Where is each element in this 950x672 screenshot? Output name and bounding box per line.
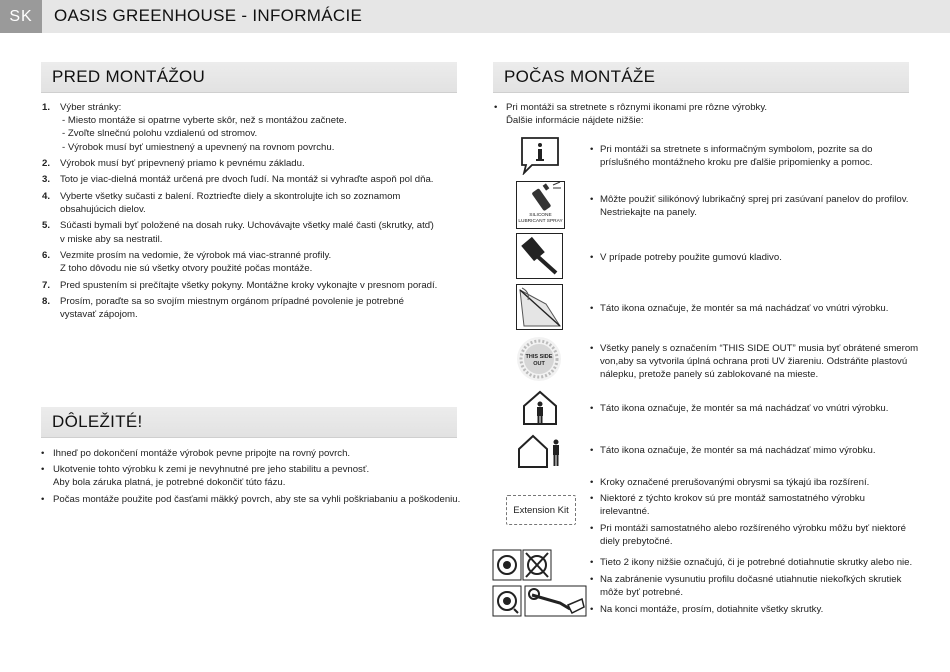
step-item: 2. Výrobok musí byť pripevnený priamo k pevnému základu. [42,158,305,169]
step-item: 6. Vezmite prosím na vedomie, že výrobok má viac-stranné profily. Z toho dôvodu nie sú všetky otvory použité počas montáže. [42,249,332,275]
inside-corner-icon [516,284,563,330]
step-item: 5. Súčasti bymali byť položené na dosah ruky. Uchovávajte všetky malé časti (skrutky, atď) v miske aby sa nestratil. [42,220,434,245]
top-bar [0,0,950,33]
important-list-wrap [41,447,461,509]
silicone-spray-icon: SILICONE LUBRICANT SPRAY [516,181,565,229]
extension-row: • Niektoré z týchto krokov sú pre montáž samostatného výrobku irelevantné. [590,493,866,518]
step-item: 3. Toto je viac-dielná montáž určená pre dvoch ľudí. Na montáž si vyhraďte aspoň pol dňa. [42,174,434,186]
section-header-important [41,407,457,438]
tighten-screw-icon [492,549,552,583]
inside-house-row: • Táto ikona označuje, že montér sa má nachádzať vo vnútri výrobku. [590,403,889,414]
this-side-out-icon [516,336,562,382]
extension-row: • Kroky označené prerušovanými obrysmi sa týkajú iba rozšírení. [590,477,870,488]
language-badge: SK [0,0,42,33]
person-inside-house-icon [520,390,560,426]
section-title: PRED MONTÁŽOU [52,67,206,86]
svg-text:OUT: OUT [533,361,545,367]
list-item: • Ukotvenie tohto výrobku k zemi je nevyhnutné pre jeho stabilitu a pevnosť. Aby bola záruka platná, je potrebné dokončiť túto fázu. [41,463,461,489]
spanner-screw-icon [492,585,588,617]
intro-text [494,101,914,130]
extension-kit-box: Extension Kit [506,495,576,525]
mallet-row: • V prípade potreby použite gumovú kladivo. [590,252,782,263]
important-list [41,447,461,506]
section-title: DÔLEŽITÉ! [52,412,143,431]
svg-text:THIS SIDE: THIS SIDE [525,354,553,360]
step-item: 8. Prosím, poraďte sa so svojím miestnym orgánom prípadné povolenie je potrebné vystavať zápojom. [42,295,404,321]
outside-house-row: • Táto ikona označuje, že montér sa má nachádzať mimo výrobku. [590,445,876,456]
screw-row: • Tieto 2 ikony nižšie označujú, či je potrebné dotiahnutie skrutky alebo nie. [590,557,913,568]
steps-list [42,101,452,325]
info-row: • Pri montáži sa stretnete s informačným symbolom, pozrite sa do príslušného montážneho kroku pre ďalšie pripomienky a pomoc. [590,144,873,169]
spray-row: • Môžte použiť silikónový lubrikačný sprej pri zasúvaní panelov do profilov. Nestriekajte na panely. [590,194,909,219]
rubber-mallet-icon [516,233,563,279]
list-item: • Pri montáži sa stretnete s rôznymi ikonami pre rôzne výrobky. Ďalšie informácie nájdete nižšie: [494,101,914,127]
inside-row: • Táto ikona označuje, že montér sa má nachádzať vo vnútri výrobku. [590,303,889,314]
this-side-out-row: • Všetky panely s označením “THIS SIDE OUT” musia byť obrátené smerom von,aby sa vytvorila úplná ochrana proti UV žiareniu. Odstráňte plastovú nálepku, pretože panely sú zablokované na mieste. [590,343,919,381]
section-header-during-assembly [493,62,909,93]
list-item: • Počas montáže použite pod časťami mäkký povrch, aby ste sa vyhli poškriabaniu a poškodeniu. [41,493,461,506]
page-title: OASIS GREENHOUSE - INFORMÁCIE [54,6,363,25]
step-item: 1. Výber stránky: - Miesto montáže si opatrne vyberte skôr, než s montážou začnete. - Zvoľte slnečnú polohu vzdialenú od stromov. - Výrobok musí byť umiestnený a upevnený na rovnom povrchu. [42,102,347,153]
step-item: 7. Pred spustením si prečítajte všetky pokyny. Montážne kroky vykonajte v presnom poradí. [42,279,438,291]
info-icon [518,135,562,175]
list-item: • Ihneď po dokončení montáže výrobok pevne pripojte na rovný povrch. [41,447,461,460]
screw-row: • Na zabránenie vysunutiu profilu dočasné utiahnutie niekoľkých skrutiek môže byť potrebné. [590,574,902,599]
extension-row: • Pri montáži samostatného alebo rozšíreného výrobku môžu byť niektoré diely prebytočné. [590,523,906,548]
screw-row: • Na konci montáže, prosím, dotiahnite všetky skrutky. [590,604,824,615]
section-header-before-assembly [41,62,457,93]
section-title: POČAS MONTÁŽE [504,67,656,86]
person-outside-house-icon [516,433,564,469]
step-item: 4. Vyberte všetky sučasti z balení. Roztrieďte diely a skontrolujte ich so zoznamom obsahujúcich dielov. [42,190,401,215]
